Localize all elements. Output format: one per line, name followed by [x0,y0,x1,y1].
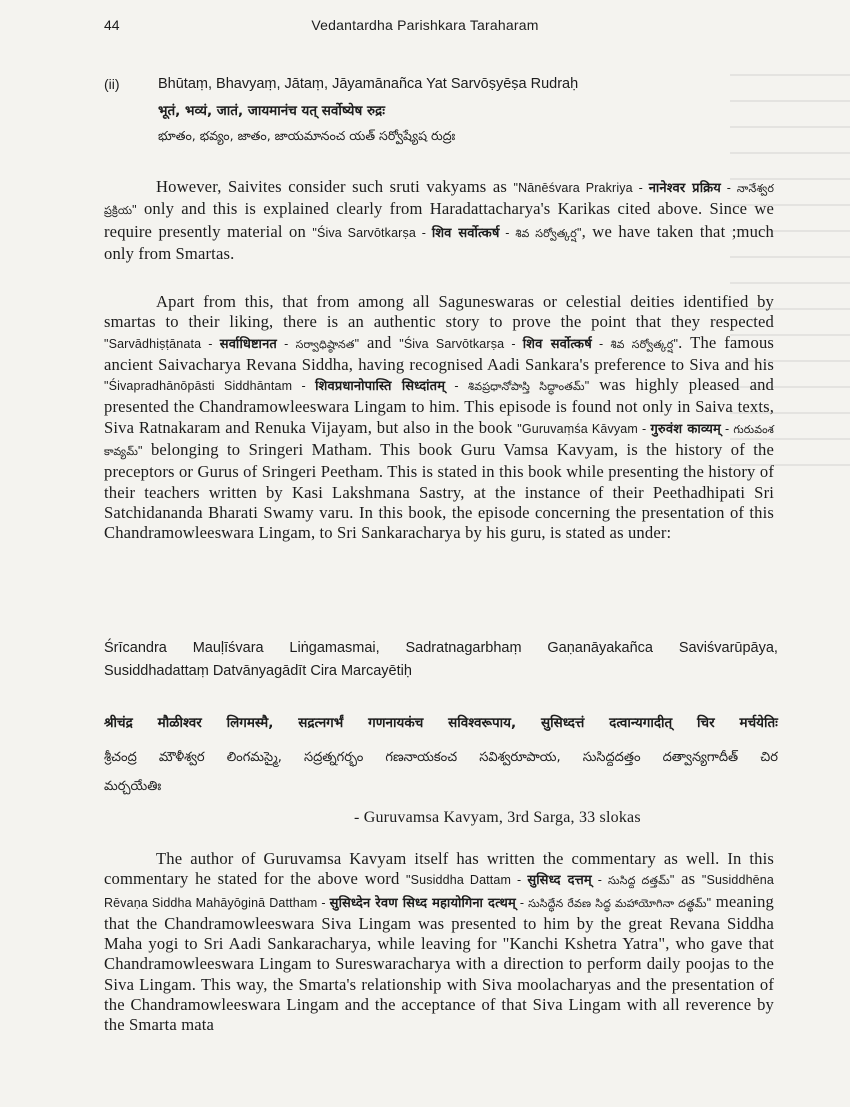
verse-telugu [104,750,778,797]
verse-word: मौळीश्वर [157,715,202,731]
verse-word: మౌళీశ్వర [158,750,205,765]
separator: - [720,181,737,195]
verse-word: Liṅgamasmai, [289,640,380,656]
verse-heading-telugu: భూతం, భవ్యం, జాతం, జాయమానంచ యత్ సర్వోష్యేష రుద్రః [158,128,456,143]
quote-close: " [673,336,679,351]
quoted-term: "Śiva Sarvōtkarṣa - [312,225,432,240]
text-run: , we have taken that ;much only from Smartas. [104,221,774,263]
devanagari-term: शिवप्रधानोपास्ति सिध्दांतम् [315,379,446,395]
quoted-term: "Nānēśvara Prakriya - [513,181,649,195]
separator: - [515,895,529,910]
paragraph-2 [104,292,774,544]
verse-word: Mauḷīśvara [192,640,264,656]
verse-telugu-line-2: మర్చయేతిః [104,779,162,794]
verse-word: సుసిద్దదత్తం [582,750,641,765]
devanagari-term: शिव सर्वोत्कर्ष [431,225,500,241]
separator: - [591,336,611,351]
verse-devanagari-line [104,713,778,731]
verse-word: సవిశ్వరూపాయ, [479,750,561,765]
text-run: However, Saivites consider such sruti vakyams as [156,177,514,196]
telugu-term: సుసిద్ధేన రేవణ సిద్ధ మహాయోగినా దత్థమ్ [528,896,707,910]
text-run: . The famous ancient Saivacharya Revana Siddha, having recognised Aadi Sankara's preference to Siva and his [104,332,774,374]
verse-word: चिर [697,715,715,731]
verse-word: गणनायकंच [368,715,424,731]
telugu-term: గురువంశ కావ్యమ్ [104,422,775,459]
verse-word: सुसिध्दत्तं [540,715,585,731]
quoted-term: "Sarvādhiṣṭānata - [104,336,220,351]
verse-word: శ్రీచంద్ర [104,750,137,765]
telugu-term: శివ సర్వోత్కర్ష [610,337,674,351]
text-run: and [359,332,400,352]
devanagari-term: सर्वाधिष्टानत [219,336,277,352]
verse-word: सविश्वरूपाय, [448,715,517,731]
verse-roman [104,640,778,679]
quote-close: " [132,203,137,218]
devanagari-term: नानेश्वर प्रक्रिय [648,181,721,196]
paragraph-2-text [104,292,774,544]
paragraph-3-text [104,849,774,1036]
verse-roman-line-2: Susiddhadattaṃ Datvānyagādīt Cira Marcayētiḥ [104,663,412,679]
verse-word: గణనాయకంచ [385,750,458,765]
devanagari-term: सुसिध्द दत्तम् [527,873,592,889]
verse-roman-line-1 [104,640,778,656]
verse-word: श्रीचंद्र [104,715,133,731]
quoted-term: "Śiva Sarvōtkarṣa - [399,336,523,351]
quote-close: " [706,895,712,910]
telugu-term: శివప్రధానోపాస్తి సిద్ధాంతమ్ [468,380,585,394]
quoted-term: "Susiddha Dattam - [406,873,528,888]
paragraph-1 [104,177,774,264]
verse-word: मर्चयेतिः [739,715,778,731]
verse-word: दत्वान्यगादीत् [609,715,673,731]
verse-word: లింగమస్మై, [226,750,282,765]
verse-word: Sadratnagarbhaṃ [405,640,522,656]
verse-word: Saviśvarūpāya, [678,640,778,656]
text-run: Apart from this, that from among all Saguneswaras or celestial deities identified by smartas to their liking, there is an authentic story to prove the point that they respected [104,292,774,332]
text-run: as [674,869,702,889]
quote-close: " [354,336,360,351]
paragraph-3 [104,849,774,1036]
quoted-term: "Guruvaṃśa Kāvyam - [517,421,651,436]
devanagari-term: शिव सर्वोत्कर्ष [522,336,592,352]
verse-word: लिगमस्मै, [226,715,274,731]
verse-source-citation: - Guruvamsa Kavyam, 3rd Sarga, 33 slokas [354,809,641,826]
verse-word: Gaṇanāyakañca [547,640,653,656]
verse-heading-number: (ii) [104,76,120,92]
telugu-term: నానేశ్వర ప్రక్రియ [104,182,774,218]
verse-word: Śrīcandra [104,640,167,656]
page-number: 44 [104,17,120,33]
text-run: was highly pleased and presented the Chandramowleeswara Lingam to him. This episode is found not only in Saiva texts, Siva Ratnakaram and Renuka Vijayam, but also in the book [104,375,774,437]
verse-devanagari [104,713,778,731]
separator: - [277,336,296,351]
telugu-term: సర్వాధిష్ఠానత [295,337,355,351]
quoted-term: "Śivapradhānōpāsti Siddhāntam - [104,379,316,394]
verse-heading-roman: Bhūtaṃ, Bhavyaṃ, Jātaṃ, Jāyamānañca Yat Sarvōṣyēṣa Rudraḥ [158,76,579,92]
devanagari-term: गुरुवंश काव्यम् [650,421,721,437]
text-run: meaning that the Chandramowleeswara Siva Lingam was presented to him by the great Revana Siddha Maha yogi to Sri Aadi Sankaracharya, while leaving for "Kanchi Kshetra Yatra", who gave that Chandramowleeswara Lingam to Sureswaracharya with a direction to perform daily poojas to the Siva Lingam. This way, the Smarta's relationship with Siva moolacharyas and the presentation of the Chandramowleeswara Lingam and the acceptance of that Siva Lingam with all reverence by the Smarta mata [104,891,774,1035]
quote-close: " [138,444,143,459]
verse-word: దత్వాన్యగాదీత్ [662,750,739,765]
paragraph-1-text [104,177,774,264]
telugu-term: సుసిద్ద దత్తమ్ [608,874,670,888]
verse-word: సద్రత్నగర్భం [304,750,364,765]
devanagari-term: सुसिध्देन रेवण सिध्द महायोगिना दत्थम् [329,895,516,911]
separator: - [720,421,734,436]
verse-word: చిర [760,750,778,765]
text-run: only and this is explained clearly from Haradattacharya's Karikas cited above. Since we require presently material on [104,199,774,241]
separator: - [499,225,516,240]
verse-word: सद्रत्नगर्भं [298,715,344,731]
text-run: The author of Guruvamsa Kavyam itself has written the commentary as well. In this commentary he stated for the above word [104,849,774,889]
quoted-term: "Susiddhēna Rēvaṇa Siddha Mahāyōginā Dattham - [104,873,774,910]
running-header-title: Vedantardha Parishkara Taraharam [311,17,539,33]
verse-heading-devanagari: भूतं, भव्यं, जातं, जायमानंच यत् सर्वोष्येष रुद्रः [158,103,385,119]
verse-telugu-line-1 [104,750,778,768]
telugu-term: శివ సర్వోత్కర్ష [515,226,577,240]
quote-close: " [584,379,590,394]
quote-close: " [669,873,675,888]
text-run: belonging to Sringeri Matham. This book Guru Vamsa Kavyam, is the history of the preceptors or Gurus of Sringeri Peetham. This is stated in this book while presenting the history of their teachers written by Kasi Lakshmana Sastry, at the instance of their Peethadhipati Sri Satchidananda Bharati Swamy varu. In this book, the episode concerning the presentation of this Chandramowleeswara Lingam, to Sri Sankaracharya by his guru, is stated as under: [104,440,774,543]
separator: - [445,379,469,394]
separator: - [591,873,609,888]
quote-close: " [576,225,582,240]
